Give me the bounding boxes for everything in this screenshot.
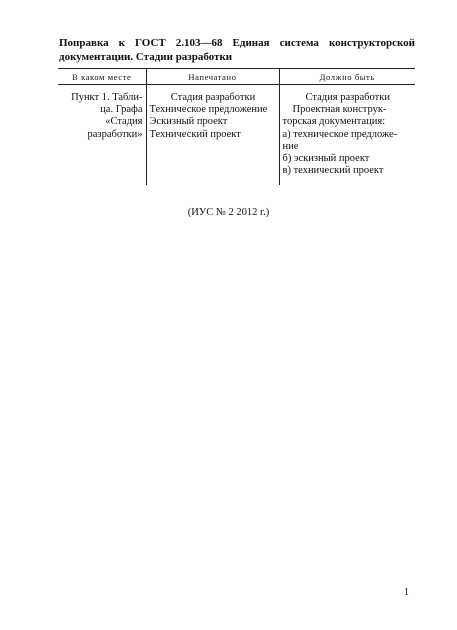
- table-row: [58, 85, 415, 186]
- cell-line: а) техническое предложе-: [282, 128, 398, 140]
- cell-line: Пункт 1. Табли-: [71, 92, 143, 103]
- document-title: Поправка к ГОСТ 2.103—68 Единая система конструкторской документации. Стадии разработки: [59, 37, 415, 63]
- page-number: 1: [404, 587, 409, 598]
- cell-line: Проектная конструк-: [292, 104, 387, 116]
- cell-location: [58, 85, 146, 186]
- cell-line: разработки»: [87, 128, 143, 140]
- table-header-row: [58, 69, 415, 85]
- cell-line: Стадия разработки: [170, 92, 256, 103]
- cell-line: в) технический проект: [282, 165, 384, 177]
- cell-line: Технический проект: [149, 128, 241, 140]
- cell-should-be: [279, 85, 415, 186]
- cell-line: Техническое предложение: [149, 104, 268, 116]
- header-location: В каком месте: [58, 69, 146, 85]
- reference-note: (ИУС № 2 2012 г.): [187, 207, 270, 218]
- cell-printed: [146, 85, 279, 186]
- header-printed: Напечатано: [146, 69, 279, 85]
- cell-line: Эскизный проект: [149, 116, 228, 128]
- cell-line: ние: [282, 140, 299, 152]
- header-should-be: Должно быть: [279, 69, 415, 85]
- cell-line: Стадия разработки: [305, 92, 390, 103]
- cell-line: б) эскизный проект: [282, 153, 370, 165]
- correction-table: [58, 68, 415, 185]
- cell-line: ца. Графа «Стадия: [100, 104, 143, 128]
- cell-line: торская документация:: [282, 116, 386, 128]
